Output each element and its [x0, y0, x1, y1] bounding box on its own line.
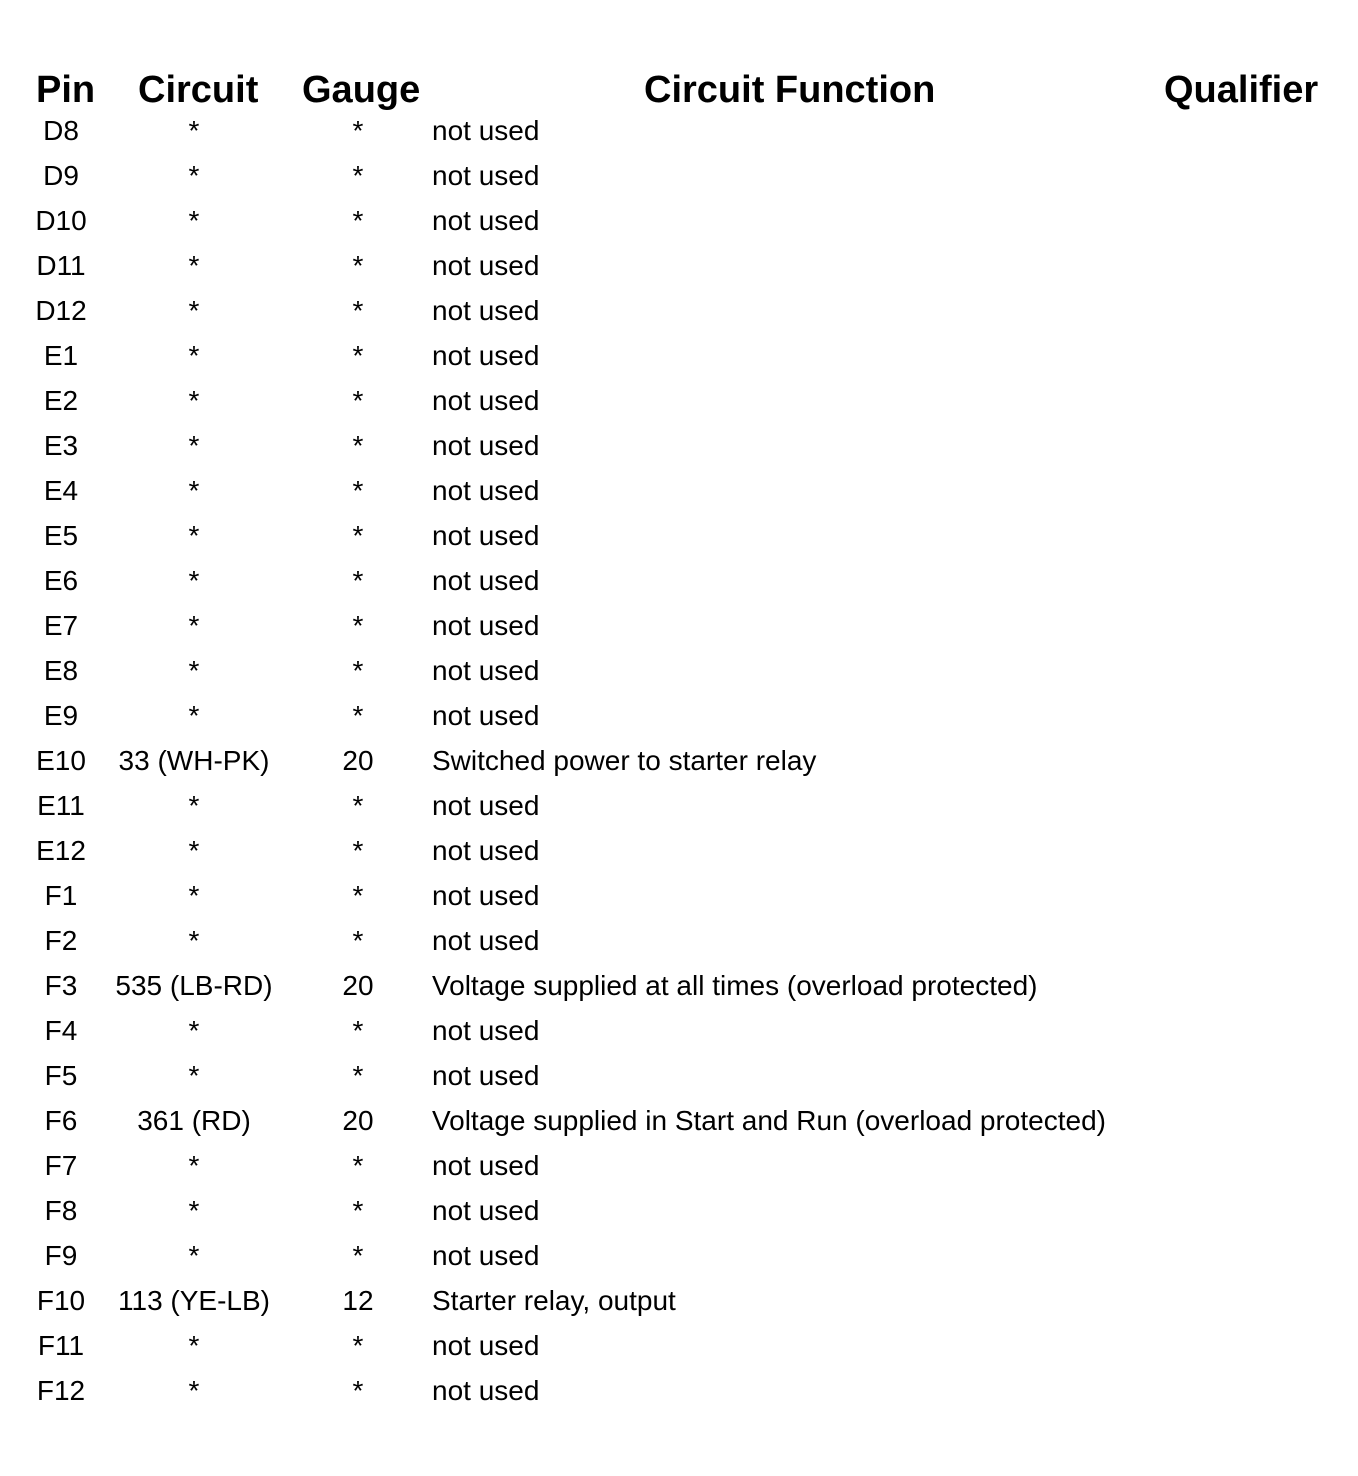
- function-cell: not used: [432, 340, 540, 371]
- circuit-cell: *: [188, 340, 200, 371]
- circuit-cell: *: [188, 250, 200, 281]
- table-row: [0, 108, 1358, 153]
- circuit-cell: *: [188, 1330, 200, 1361]
- pin-cell: D12: [35, 295, 87, 326]
- pin-cell: E3: [43, 430, 79, 461]
- header-gauge: Gauge: [302, 69, 421, 111]
- function-cell: Voltage supplied in Start and Run (overload protected): [432, 1105, 1106, 1136]
- pin-cell: E1: [43, 340, 79, 371]
- circuit-cell: *: [188, 700, 200, 731]
- circuit-cell: *: [188, 565, 200, 596]
- circuit-cell: *: [188, 655, 200, 686]
- table-row: [0, 828, 1358, 873]
- gauge-cell: *: [352, 115, 364, 146]
- function-cell: not used: [432, 565, 540, 596]
- circuit-cell: *: [188, 790, 200, 821]
- gauge-cell: 12: [342, 1285, 374, 1316]
- pin-cell: F6: [44, 1105, 78, 1136]
- table-row: [0, 468, 1358, 513]
- pin-cell: F7: [44, 1150, 78, 1181]
- function-cell: not used: [432, 115, 540, 146]
- function-cell: not used: [432, 160, 540, 191]
- function-cell: not used: [432, 835, 540, 866]
- table-row: [0, 1008, 1358, 1053]
- gauge-cell: *: [352, 655, 364, 686]
- function-cell: not used: [432, 1330, 540, 1361]
- pin-table-body: [0, 108, 1358, 1413]
- circuit-cell: *: [188, 385, 200, 416]
- gauge-cell: *: [352, 790, 364, 821]
- table-row: [0, 1368, 1358, 1413]
- function-cell: not used: [432, 925, 540, 956]
- table-row: [0, 963, 1358, 1008]
- gauge-cell: *: [352, 340, 364, 371]
- pin-cell: E8: [43, 655, 79, 686]
- table-row: [0, 558, 1358, 603]
- circuit-cell: 361 (RD): [137, 1105, 251, 1136]
- gauge-cell: 20: [342, 970, 374, 1001]
- circuit-cell: *: [188, 1195, 200, 1226]
- function-cell: not used: [432, 610, 540, 641]
- pin-cell: F2: [44, 925, 78, 956]
- gauge-cell: *: [352, 925, 364, 956]
- gauge-cell: *: [352, 295, 364, 326]
- gauge-cell: *: [352, 250, 364, 281]
- function-cell: Starter relay, output: [432, 1285, 676, 1316]
- gauge-cell: 20: [342, 745, 374, 776]
- gauge-cell: *: [352, 160, 364, 191]
- gauge-cell: 20: [342, 1105, 374, 1136]
- pin-cell: E12: [36, 835, 86, 866]
- circuit-cell: *: [188, 610, 200, 641]
- circuit-cell: *: [188, 1015, 200, 1046]
- circuit-cell: *: [188, 295, 200, 326]
- circuit-cell: *: [188, 1060, 200, 1091]
- function-cell: not used: [432, 790, 540, 821]
- pin-cell: F3: [44, 970, 78, 1001]
- circuit-cell: *: [188, 1150, 200, 1181]
- table-row: [0, 333, 1358, 378]
- circuit-cell: *: [188, 475, 200, 506]
- pin-cell: D10: [35, 205, 87, 236]
- gauge-cell: *: [352, 1015, 364, 1046]
- table-row: [0, 243, 1358, 288]
- gauge-cell: *: [352, 430, 364, 461]
- table-row: [0, 423, 1358, 468]
- pin-cell: F1: [44, 880, 78, 911]
- gauge-cell: *: [352, 1240, 364, 1271]
- table-row: [0, 738, 1358, 783]
- table-row: [0, 1323, 1358, 1368]
- function-cell: Switched power to starter relay: [432, 745, 817, 776]
- table-row: [0, 153, 1358, 198]
- function-cell: Voltage supplied at all times (overload protected): [432, 970, 1038, 1001]
- table-row: [0, 288, 1358, 333]
- gauge-cell: *: [352, 565, 364, 596]
- function-cell: not used: [432, 700, 540, 731]
- function-cell: not used: [432, 295, 540, 326]
- table-row: [0, 198, 1358, 243]
- pin-cell: D9: [43, 160, 79, 191]
- circuit-cell: *: [188, 520, 200, 551]
- gauge-cell: *: [352, 385, 364, 416]
- circuit-cell: 535 (LB-RD): [115, 970, 273, 1001]
- table-row: [0, 603, 1358, 648]
- circuit-cell: *: [188, 880, 200, 911]
- circuit-cell: *: [188, 835, 200, 866]
- table-row: [0, 1053, 1358, 1098]
- gauge-cell: *: [352, 1195, 364, 1226]
- table-row: [0, 783, 1358, 828]
- pin-cell: E4: [43, 475, 79, 506]
- pin-cell: F11: [37, 1330, 85, 1361]
- pin-cell: E10: [36, 745, 86, 776]
- table-row: [0, 918, 1358, 963]
- gauge-cell: *: [352, 1330, 364, 1361]
- table-row: [0, 648, 1358, 693]
- function-cell: not used: [432, 1015, 540, 1046]
- pin-cell: E5: [43, 520, 79, 551]
- pin-cell: D11: [36, 250, 86, 281]
- function-cell: not used: [432, 520, 540, 551]
- function-cell: not used: [432, 880, 540, 911]
- pin-cell: F4: [44, 1015, 78, 1046]
- function-cell: not used: [432, 1375, 540, 1406]
- gauge-cell: *: [352, 610, 364, 641]
- gauge-cell: *: [352, 475, 364, 506]
- table-row: [0, 1233, 1358, 1278]
- circuit-cell: *: [188, 1240, 200, 1271]
- function-cell: not used: [432, 1060, 540, 1091]
- gauge-cell: *: [352, 880, 364, 911]
- header-circuit-function: Circuit Function: [644, 69, 936, 111]
- header-circuit: Circuit: [138, 69, 259, 111]
- pin-cell: E6: [43, 565, 79, 596]
- gauge-cell: *: [352, 1060, 364, 1091]
- pin-cell: F9: [44, 1240, 78, 1271]
- header-qualifier: Qualifier: [1164, 69, 1319, 111]
- circuit-cell: *: [188, 1375, 200, 1406]
- circuit-cell: *: [188, 430, 200, 461]
- gauge-cell: *: [352, 835, 364, 866]
- circuit-cell: *: [188, 925, 200, 956]
- gauge-cell: *: [352, 1150, 364, 1181]
- pin-cell: E7: [43, 610, 79, 641]
- gauge-cell: *: [352, 205, 364, 236]
- circuit-cell: 113 (YE-LB): [118, 1285, 270, 1316]
- table-row: [0, 378, 1358, 423]
- table-row: [0, 1143, 1358, 1188]
- table-row: [0, 873, 1358, 918]
- function-cell: not used: [432, 655, 540, 686]
- function-cell: not used: [432, 1150, 540, 1181]
- pin-cell: E11: [37, 790, 85, 821]
- circuit-cell: 33 (WH-PK): [118, 745, 270, 776]
- header-pin: Pin: [36, 69, 96, 111]
- pin-cell: E9: [43, 700, 79, 731]
- gauge-cell: *: [352, 700, 364, 731]
- gauge-cell: *: [352, 1375, 364, 1406]
- function-cell: not used: [432, 430, 540, 461]
- gauge-cell: *: [352, 520, 364, 551]
- pin-cell: E2: [43, 385, 79, 416]
- table-header: [0, 68, 1358, 112]
- table-row: [0, 1278, 1358, 1323]
- pin-cell: F12: [36, 1375, 86, 1406]
- function-cell: not used: [432, 475, 540, 506]
- pin-cell: F10: [36, 1285, 86, 1316]
- function-cell: not used: [432, 205, 540, 236]
- pin-cell: F8: [44, 1195, 78, 1226]
- function-cell: not used: [432, 250, 540, 281]
- pin-cell: D8: [43, 115, 79, 146]
- function-cell: not used: [432, 1240, 540, 1271]
- circuit-cell: *: [188, 205, 200, 236]
- table-row: [0, 1188, 1358, 1233]
- circuit-cell: *: [188, 115, 200, 146]
- table-row: [0, 513, 1358, 558]
- pin-cell: F5: [44, 1060, 78, 1091]
- circuit-cell: *: [188, 160, 200, 191]
- table-row: [0, 693, 1358, 738]
- function-cell: not used: [432, 385, 540, 416]
- table-row: [0, 1098, 1358, 1143]
- function-cell: not used: [432, 1195, 540, 1226]
